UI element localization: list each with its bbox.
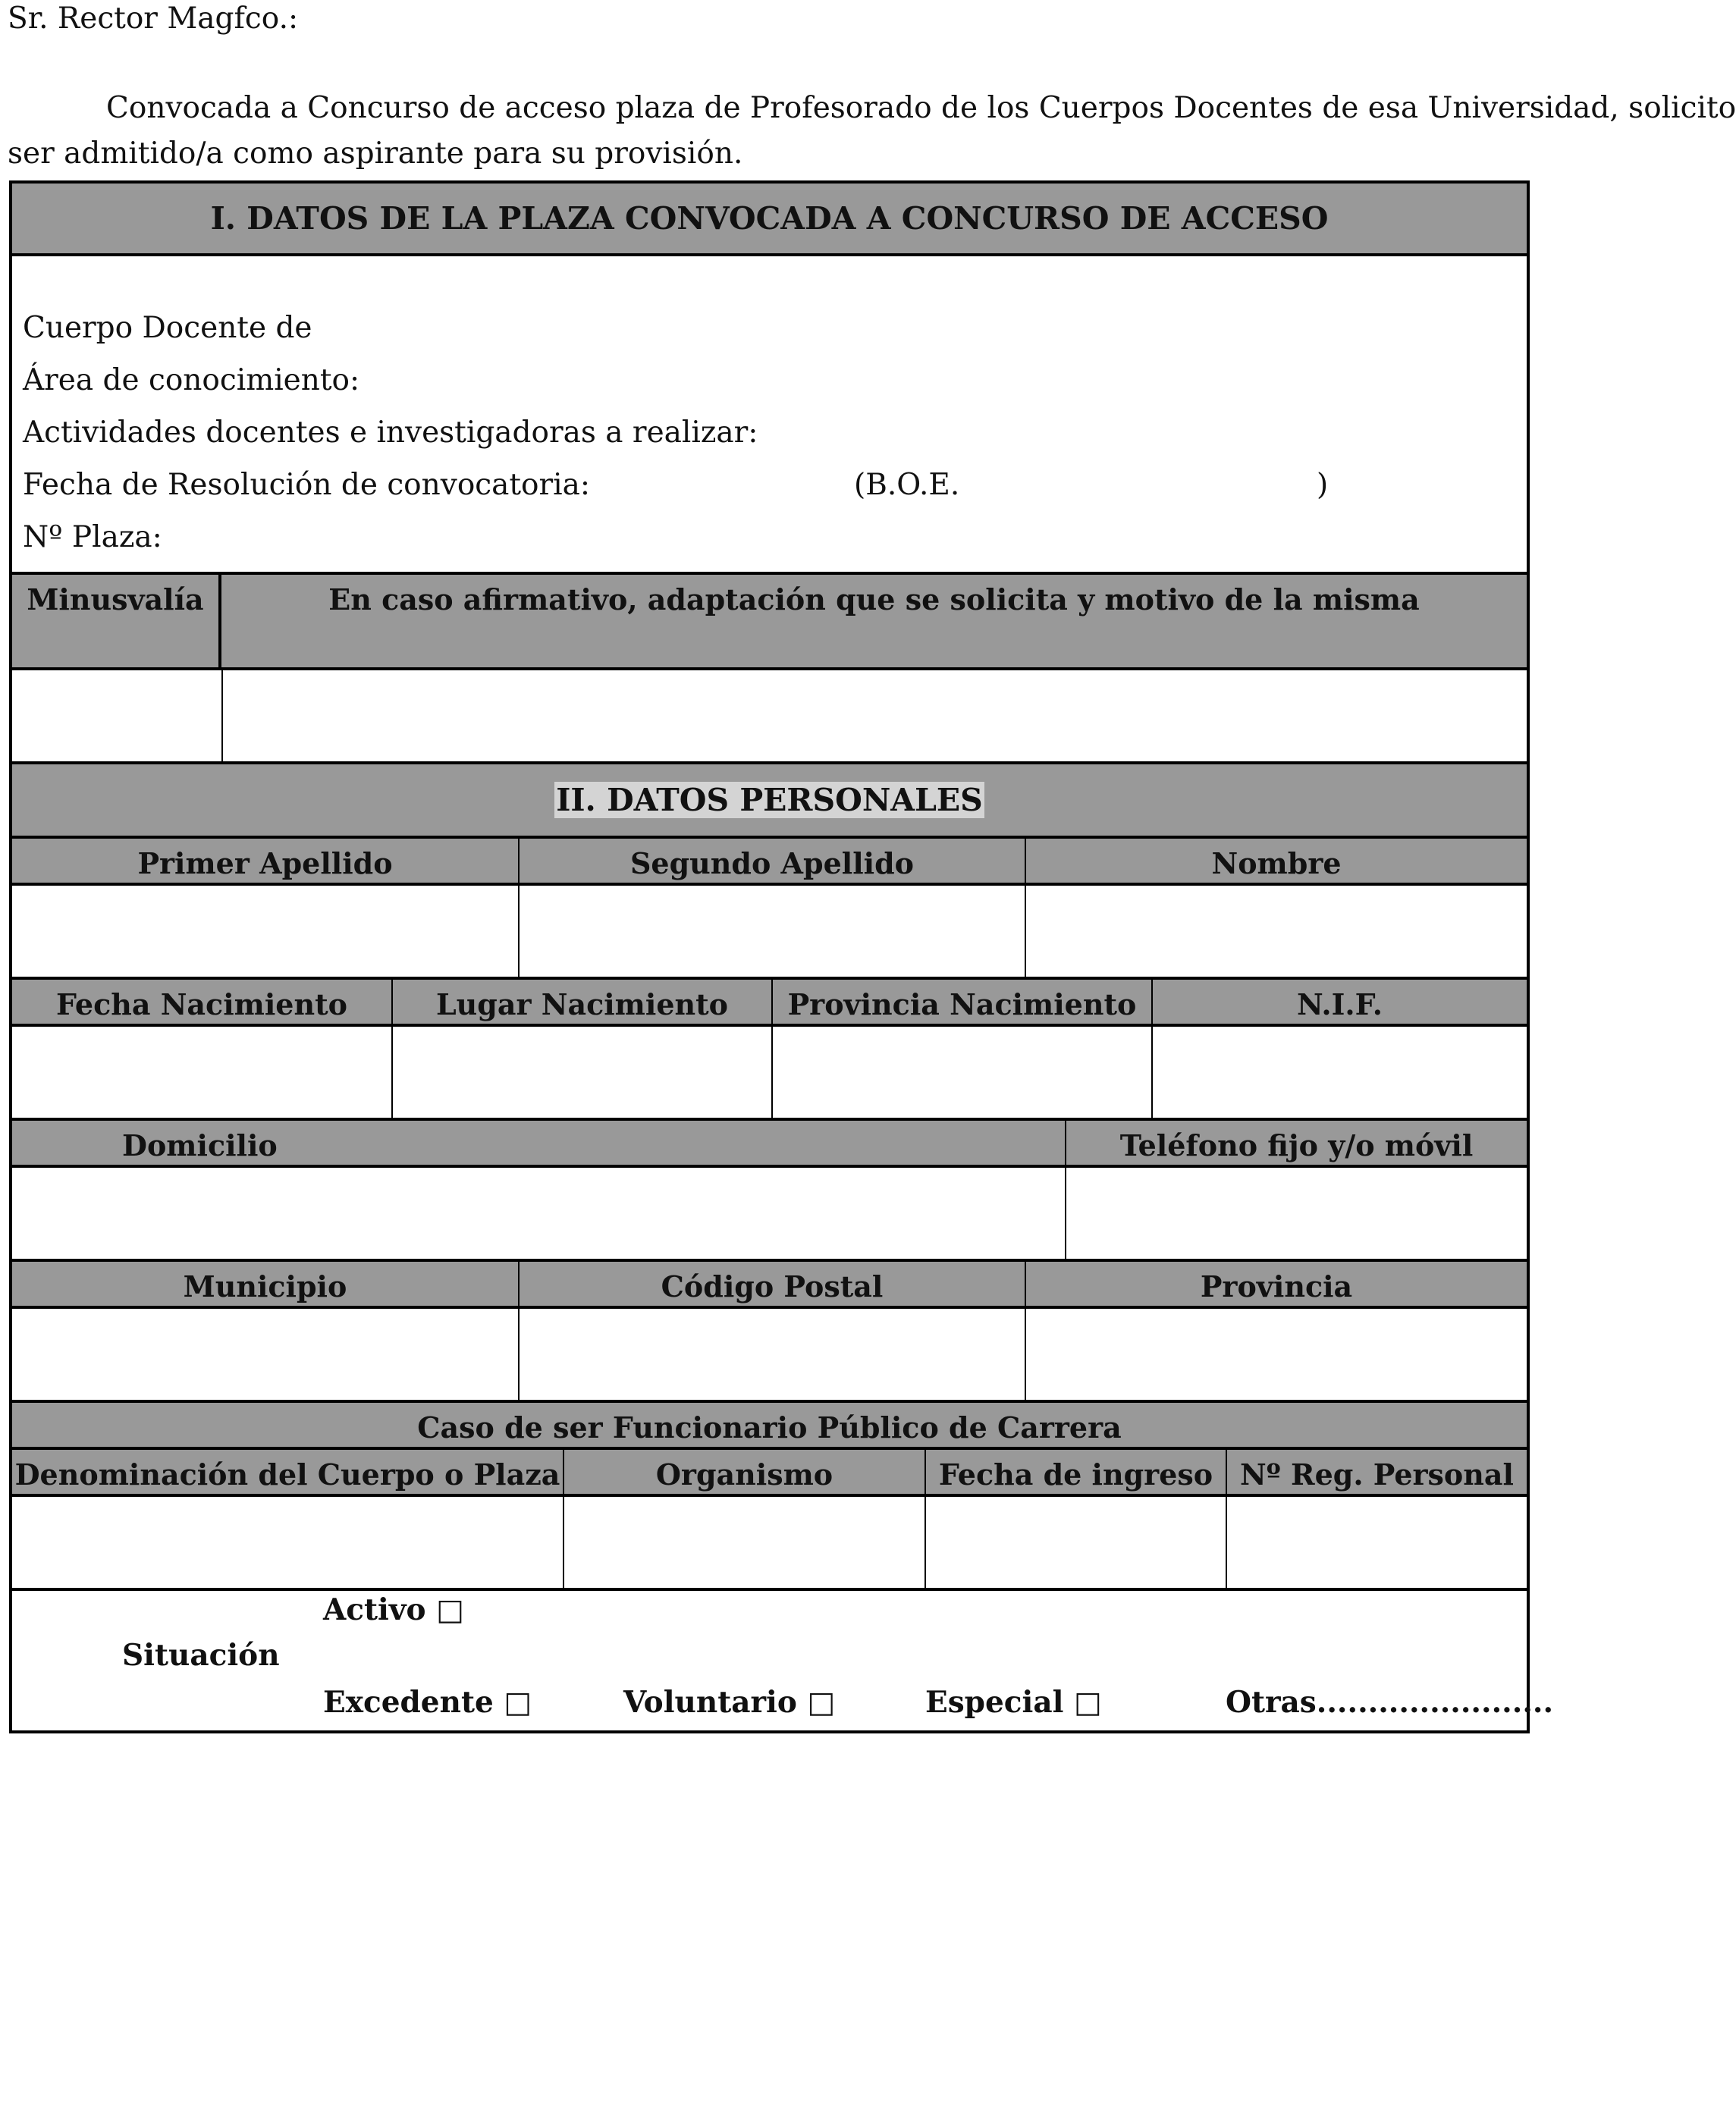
organismo-field[interactable] (563, 1497, 925, 1588)
cuerpo-docente-label: Cuerpo Docente de (23, 311, 312, 345)
excedente-checkbox[interactable]: Excedente □ (323, 1685, 532, 1720)
career-header-row (12, 1447, 1527, 1494)
names-header-row (12, 836, 1527, 883)
domicilio-field[interactable] (12, 1168, 1065, 1259)
reg-personal-label: Nº Reg. Personal (1226, 1450, 1527, 1494)
nif-field[interactable] (1151, 1027, 1527, 1118)
birth-input-row (12, 1024, 1527, 1118)
activo-checkbox[interactable]: Activo □ (323, 1592, 464, 1627)
situacion-label: Situación (122, 1638, 280, 1673)
application-form (9, 180, 1554, 1733)
minusvalia-input-row (12, 667, 1527, 761)
telefono-label: Teléfono fijo y/o móvil (1065, 1121, 1527, 1165)
address-input-row (12, 1165, 1527, 1259)
provincia-label: Provincia (1025, 1262, 1527, 1306)
organismo-label: Organismo (563, 1450, 925, 1494)
section-2-title: II. DATOS PERSONALES (556, 782, 983, 818)
section-1-title: I. DATOS DE LA PLAZA CONVOCADA A CONCURSO DE ACCESO (210, 200, 1329, 237)
fecha-ingreso-field[interactable] (925, 1497, 1226, 1588)
nif-label: N.I.F. (1151, 980, 1527, 1024)
codigo-postal-label: Código Postal (518, 1262, 1025, 1306)
otras-field[interactable]: Otras....................... (1226, 1685, 1554, 1720)
provincia-nacimiento-label: Provincia Nacimiento (771, 980, 1151, 1024)
reg-personal-field[interactable] (1226, 1497, 1527, 1588)
segundo-apellido-field[interactable] (518, 886, 1025, 977)
minusvalia-label: Minusvalía (12, 575, 221, 667)
funcionario-header (12, 1400, 1527, 1447)
denominacion-field[interactable] (12, 1497, 563, 1588)
boe-label: (B.O.E. (854, 468, 960, 502)
plaza-number-label: Nº Plaza: (23, 520, 162, 554)
lugar-nacimiento-field[interactable] (391, 1027, 771, 1118)
nombre-field[interactable] (1025, 886, 1527, 977)
fecha-resolucion-label: Fecha de Resolución de convocatoria: (23, 468, 591, 502)
provincia-field[interactable] (1025, 1309, 1527, 1400)
section-1-header (12, 184, 1527, 253)
actividades-label: Actividades docentes e investigadoras a realizar: (23, 416, 758, 450)
career-input-row (12, 1494, 1527, 1588)
domicilio-label: Domicilio (122, 1128, 278, 1162)
locality-header-row (12, 1259, 1527, 1306)
primer-apellido-field[interactable] (12, 886, 518, 977)
segundo-apellido-label: Segundo Apellido (518, 839, 1025, 883)
fecha-nacimiento-field[interactable] (12, 1027, 391, 1118)
funcionario-title: Caso de ser Funcionario Público de Carrera (417, 1410, 1122, 1445)
especial-checkbox[interactable]: Especial □ (925, 1685, 1102, 1720)
section-1-fields (12, 253, 1527, 572)
birth-header-row (12, 977, 1527, 1024)
intro-line-1: Convocada a Concurso de acceso plaza de Profesorado de los Cuerpos Docentes de esa Universidad, solicito (106, 91, 1736, 125)
fecha-nacimiento-label: Fecha Nacimiento (56, 987, 347, 1021)
intro-line-2: ser admitido/a como aspirante para su provisión. (8, 136, 743, 171)
adaptacion-field[interactable] (221, 670, 1527, 761)
provincia-nacimiento-field[interactable] (771, 1027, 1151, 1118)
minusvalia-field[interactable] (12, 670, 221, 761)
area-conocimiento-label: Área de conocimiento: (23, 363, 360, 397)
municipio-field[interactable] (12, 1309, 518, 1400)
voluntario-checkbox[interactable]: Voluntario □ (623, 1685, 836, 1720)
municipio-label: Municipio (183, 1269, 347, 1303)
telefono-field[interactable] (1065, 1168, 1527, 1259)
names-input-row (12, 883, 1527, 977)
section-2-header (12, 761, 1527, 836)
nombre-label: Nombre (1025, 839, 1527, 883)
address-header-row (12, 1118, 1527, 1165)
boe-close-paren: ) (1317, 468, 1329, 502)
minusvalia-header-row (12, 572, 1527, 667)
denominacion-label: Denominación del Cuerpo o Plaza (14, 1457, 560, 1492)
lugar-nacimiento-label: Lugar Nacimiento (391, 980, 771, 1024)
fecha-ingreso-label: Fecha de ingreso (925, 1450, 1226, 1494)
locality-input-row (12, 1306, 1527, 1400)
codigo-postal-field[interactable] (518, 1309, 1025, 1400)
primer-apellido-label: Primer Apellido (137, 846, 393, 880)
situacion-row (12, 1588, 1554, 1730)
adaptacion-label: En caso afirmativo, adaptación que se solicita y motivo de la misma (328, 582, 1420, 616)
salutation: Sr. Rector Magfco.: (8, 2, 299, 36)
